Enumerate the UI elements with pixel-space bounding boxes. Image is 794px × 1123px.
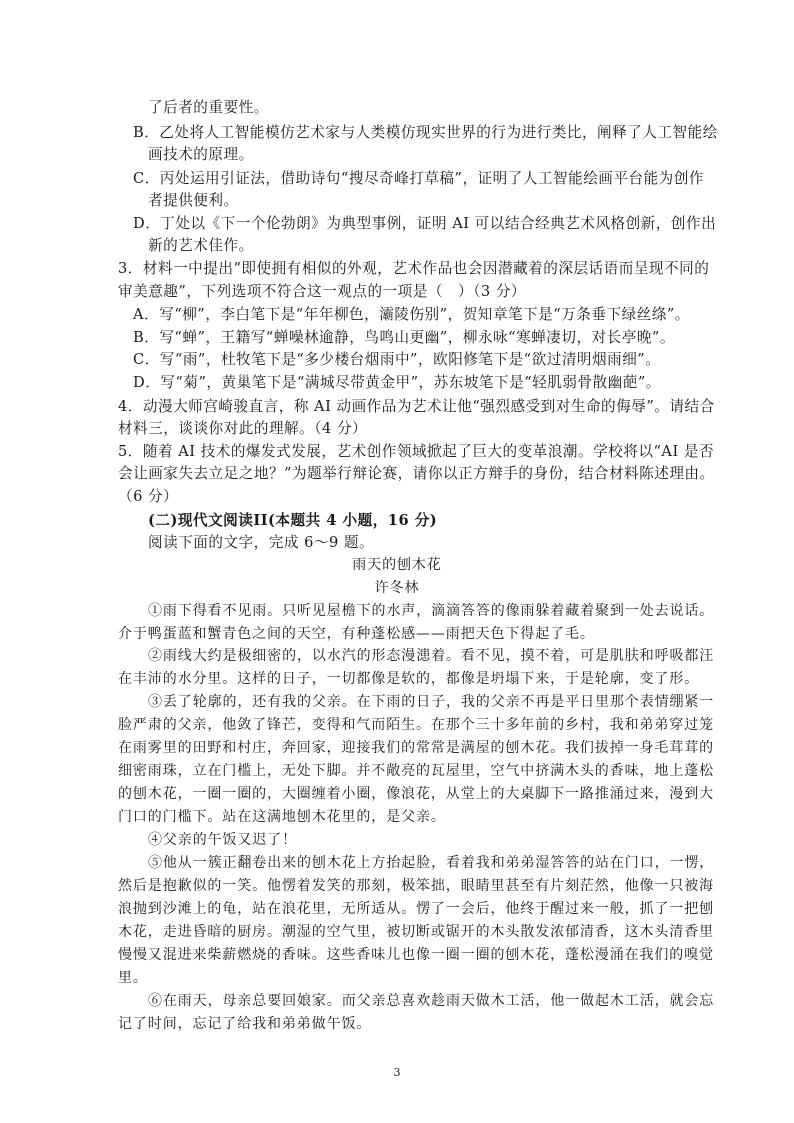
option-c-continued: 者提供便利。 xyxy=(148,192,239,209)
instruction: 阅读下面的文字，完成 6～9 题。 xyxy=(148,534,375,551)
option-d-continued: 新的艺术佳作。 xyxy=(148,237,254,254)
q3-option-b: B．写“蝉”，王籍写“蝉噪林逾静，鸟鸣山更幽”，柳永咏“寒蝉凄切，对长亭晚”。 xyxy=(133,329,675,346)
paragraph-3: ③丢了轮廓的，还有我的父亲。在下雨的日子，我的父亲不再是平日里那个表情绷紧一 xyxy=(148,694,715,710)
paragraph-1: ①雨下得看不见雨。只听见屋檐下的水声，滴滴答答的像雨躲着藏着聚到一处去说话。 xyxy=(148,603,715,619)
paragraph-5-line-2: 然后是抱歉似的一笑。他愣着发笑的那刻，极笨拙，眼睛里甚至有片刻茫然，他像一只被海 xyxy=(118,878,714,894)
option-c: C．丙处运用引证法，借助诗句“搜尽奇峰打草稿”，证明了人工智能绘画平台能为创作 xyxy=(133,170,704,187)
article-author: 许冬林 xyxy=(374,580,420,596)
q3-option-c: C．写“雨”，杜牧笔下是“多少楼台烟雨中”，欧阳修笔下是“欲过清明烟雨细”。 xyxy=(133,351,661,368)
paragraph-6: ⑥在雨天，母亲总要回娘家。而父亲总喜欢趁雨天做木工活，他一做起木工活，就会忘 xyxy=(148,993,715,1009)
q3-option-a: A．写“柳”，李白笔下是“年年柳色，灞陵伤别”，贺知章笔下是“万条垂下绿丝绦”。 xyxy=(133,306,690,323)
paragraph-2-continued: 在丰沛的水分里。这样的日子，一切都像是软的，都像是坍塌下来，于是轮廓，变了形。 xyxy=(118,671,700,687)
option-a-continued: 了后者的重要性。 xyxy=(148,99,269,116)
q3-option-d: D．写“菊”，黄巢笔下是“满城尽带黄金甲”，苏东坡笔下是“轻肌弱骨散幽葩”。 xyxy=(133,374,661,391)
question-5: 5．随着 AI 技术的爆发式发展，艺术创作领域掀起了巨大的变革浪潮。学校将以“AI 是否 xyxy=(118,443,715,460)
paragraph-2: ②雨线大约是极细密的，以水汽的形态漫漶着。看不见，摸不着，可是肌肤和呼吸都汪 xyxy=(148,648,715,664)
question-3: 3．材料一中提出“即使拥有相似的外观，艺术作品也会因潜藏着的深层话语而呈现不同的 xyxy=(118,260,710,277)
question-5-continued: 会让画家失去立足之地？”为题举行辩论赛，请你以正方辩手的身份，结合材料陈述理由。 xyxy=(118,465,715,482)
question-3-continued: 审美意趣”，下列选项不符合这一观点的一项是（ ）（3 分） xyxy=(118,283,527,300)
option-b: B．乙处将人工智能模仿艺术家与人类模仿现实世界的行为进行类比，阐释了人工智能绘 xyxy=(133,124,718,141)
option-d: D．丁处以《下一个伦勃朗》为典型事例，证明 AI 可以结合经典艺术风格创新，创作出 xyxy=(133,215,717,232)
paragraph-4: ④父亲的午饭又迟了！ xyxy=(148,832,297,848)
paragraph-3-line-2: 脸严肃的父亲，他敛了锋芒，变得和气而陌生。在那个三十多年前的乡村，我和弟弟穿过笼 xyxy=(118,717,714,733)
question-4: 4．动漫大师宫崎骏直言，称 AI 动画作品为艺术让他“强烈感受到对生命的侮辱”。请结合 xyxy=(118,398,715,415)
paragraph-3-line-4: 细密雨珠，立在门槛上，无处下脚。并不敞亮的瓦屋里，空气中挤满木头的香味，地上蓬松 xyxy=(118,763,714,779)
paragraph-6-continued: 记了时间，忘记了给我和弟弟做午饭。 xyxy=(118,1016,372,1032)
section-heading: (二)现代文阅读II(本题共 4 小题，16 分) xyxy=(148,512,438,529)
paragraph-1-continued: 介于鸭蛋蓝和蟹青色之间的天空，有种蓬松感——雨把天色下得起了毛。 xyxy=(118,626,595,642)
paragraph-5: ⑤他从一簇正翻卷出来的刨木花上方抬起脸，看着我和弟弟湿答答的站在门口，一愣， xyxy=(148,855,715,871)
question-5-score: （6 分） xyxy=(118,488,179,505)
question-4-continued: 材料三，谈谈你对此的理解。（4 分） xyxy=(118,420,368,437)
paragraph-3-line-6: 门口的门槛下。站在这满地刨木花里的，是父亲。 xyxy=(118,809,446,825)
paragraph-5-line-3: 浪抛到沙滩上的龟，站在浪花里，无所适从。愣了一会后，他终于醒过来一般，抓了一把刨 xyxy=(118,901,714,917)
option-b-continued: 画技术的原理。 xyxy=(148,146,254,163)
paragraph-5-line-5: 慢慢又混进来柴薪燃烧的香味。这些香味儿也像一圈一圈的刨木花，蓬松漫涌在我们的嗅觉 xyxy=(118,947,714,963)
paragraph-3-line-5: 的刨木花，一圈一圈的，大圈缠着小圈，像浪花，从堂上的大桌脚下一路推涌过来，漫到大 xyxy=(118,786,714,802)
paragraph-5-line-4: 木花，走进昏暗的厨房。潮湿的空气里，被切断或锯开的木头散发浓郁清香，这木头清香里 xyxy=(118,924,714,940)
paragraph-3-line-3: 在雨雾里的田野和村庄，奔回家，迎接我们的常常是满屋的刨木花。我们拔掉一身毛茸茸的 xyxy=(118,740,714,756)
page-number: 3 xyxy=(393,1066,401,1079)
paragraph-5-line-6: 里。 xyxy=(118,970,148,986)
article-title: 雨天的刨木花 xyxy=(352,557,442,573)
